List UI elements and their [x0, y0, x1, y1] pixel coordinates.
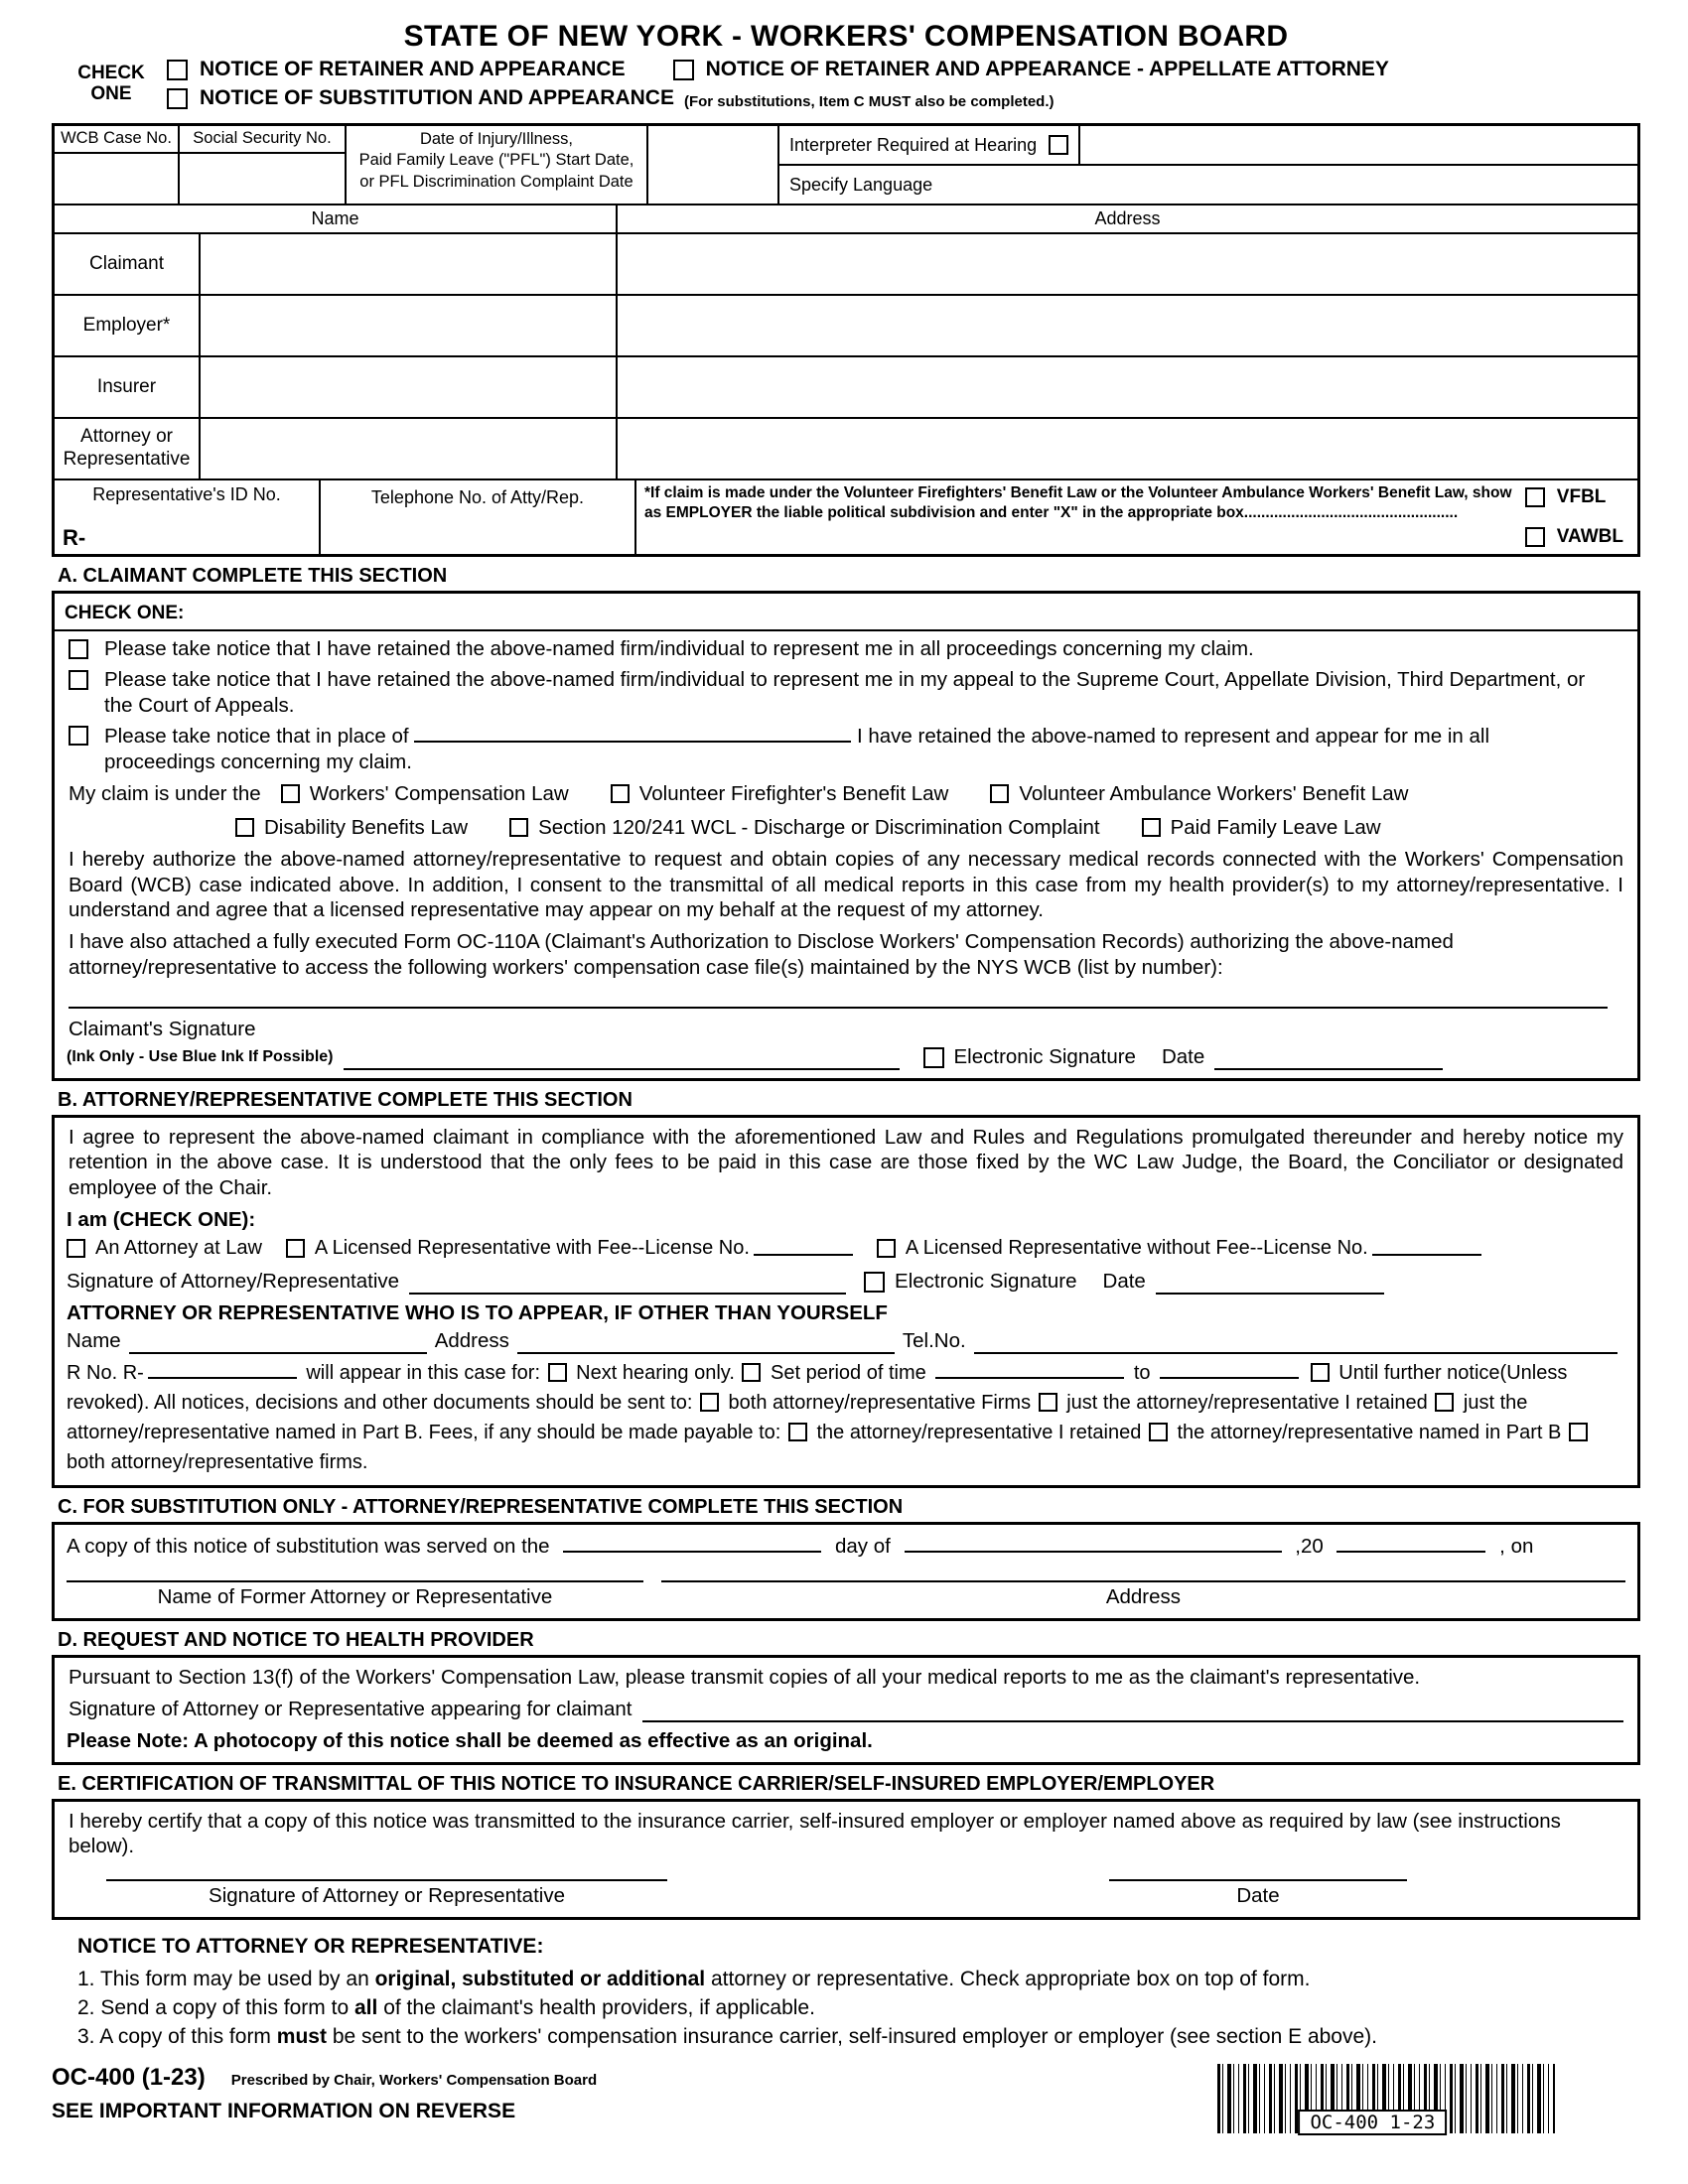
e-columns [67, 1879, 1625, 1909]
fees-both-checkbox[interactable] [1569, 1423, 1588, 1441]
c-day-of-label: day of [835, 1534, 891, 1558]
period-to-blank[interactable] [1160, 1363, 1299, 1379]
claimant-label: Claimant [55, 234, 201, 294]
insurer-row [55, 357, 1637, 419]
vawbl-row [1525, 526, 1623, 548]
c-columns [67, 1580, 1625, 1610]
with-fee-license-blank[interactable] [754, 1240, 853, 1256]
appellate-label: NOTICE OF RETAINER AND APPEARANCE - APPELLATE ATTORNEY [705, 58, 1389, 80]
notice-item-1-pre: 1. This form may be used by an [77, 1967, 369, 1990]
injury-date-line3: or PFL Discrimination Complaint Date [359, 172, 633, 191]
claimant-name-input[interactable] [201, 234, 618, 294]
wcb-case-cell [55, 126, 180, 204]
name-header: Name [55, 205, 618, 232]
law-120-checkbox[interactable] [509, 818, 528, 837]
claim-under-row-1 [69, 781, 1625, 807]
claimant-address-input[interactable] [618, 234, 1637, 294]
sent-part-b-label: just the attorney/representative named in Part B. [67, 1391, 1528, 1443]
notice-block [77, 1932, 1640, 2052]
employer-note: *If claim is made under the Volunteer Firefighters' Benefit Law or the Volunteer Ambulance Workers' Benefit Law, show as EMPLOYER the liable political subdivision and enter "X" in the appropriate box.................................................. [644, 484, 1512, 522]
e-date-label: Date [1236, 1884, 1280, 1908]
e-signature-label: Signature of Attorney or Representative [209, 1884, 565, 1908]
b-address-label: Address [434, 1328, 509, 1352]
law-wc-checkbox[interactable] [281, 784, 300, 803]
law-va-item [990, 781, 1408, 807]
a-option-2 [69, 667, 1625, 719]
attorney-label: Attorney or Representative [55, 419, 201, 478]
vfbl-vawbl-block [1521, 480, 1637, 554]
law-db-checkbox[interactable] [235, 818, 254, 837]
law-pfl-item [1142, 815, 1381, 841]
attorney-name-input[interactable] [201, 419, 618, 478]
check-one-options [167, 58, 1640, 115]
b-to-label: to [1133, 1361, 1151, 1384]
b-iam-label: I am (CHECK ONE): [67, 1208, 256, 1232]
case-info-table [52, 123, 1640, 557]
interpreter-input[interactable] [1080, 126, 1637, 164]
injury-date-line1: Date of Injury/Illness, [419, 130, 574, 148]
employer-address-input[interactable] [618, 296, 1637, 355]
b-type-row [67, 1236, 1625, 1261]
former-attorney-blank[interactable] [67, 1580, 643, 1582]
claimant-signature-label: Claimant's Signature [69, 1017, 256, 1040]
ssn-input[interactable] [180, 154, 345, 204]
b-signature-row [67, 1269, 1625, 1295]
barcode-text: OC-400 1-23 [1298, 2110, 1447, 2135]
b-name-blank[interactable] [129, 1338, 427, 1354]
vawbl-label: VAWBL [1556, 526, 1623, 547]
set-period-label: Set period of time [771, 1361, 926, 1384]
b-rno-blank[interactable] [148, 1363, 297, 1379]
c-year-label: ,20 [1295, 1534, 1324, 1558]
fees-both-label: both attorney/representative firms. [67, 1450, 368, 1473]
sent-both-checkbox[interactable] [700, 1393, 719, 1412]
c-address-label: Address [1105, 1585, 1182, 1609]
a-electronic-signature-label: Electronic Signature [953, 1044, 1136, 1068]
attorney-address-input[interactable] [618, 419, 1637, 478]
ssn-cell [180, 126, 347, 204]
attorney-at-law-item [67, 1236, 262, 1261]
rep-without-fee-checkbox[interactable] [877, 1239, 896, 1258]
section-a-box [52, 591, 1640, 1081]
notice-header: NOTICE TO ATTORNEY OR REPRESENTATIVE: [77, 1935, 544, 1959]
a-check-one-label: CHECK ONE: [55, 599, 1637, 631]
c-address-blank[interactable] [661, 1580, 1625, 1582]
rep-with-fee-item [286, 1236, 853, 1261]
claimant-signature-row [67, 1044, 1625, 1070]
section-e-box [52, 1799, 1640, 1920]
section-d-box [52, 1655, 1640, 1764]
law-pfl-label: Paid Family Leave Law [1170, 815, 1381, 839]
notice-item-2-post: of the claimant's health providers, if applicable. [383, 1995, 815, 2019]
case-files-line [69, 1007, 1623, 1009]
specify-language-label: Specify Language [789, 174, 933, 195]
case-info-band [55, 126, 1637, 205]
fees-part-b-label: the attorney/representative named in Part B [1177, 1421, 1562, 1443]
oc110a-paragraph: I have also attached a fully executed Form OC-110A (Claimant's Authorization to Disclose Workers' Compensation Records) authorizing the above-named attorney/representative to access the following workers' compensation case file(s) maintained by the NYS WCB (list by number): [69, 930, 1454, 980]
footer [52, 2064, 1640, 2133]
b-name-address-tel-row [67, 1328, 1625, 1354]
sent-part-b-checkbox[interactable] [1435, 1393, 1454, 1412]
law-vf-item [611, 781, 949, 807]
e-signature-column [106, 1879, 667, 1909]
attorney-at-law-label: An Attorney at Law [95, 1236, 262, 1259]
a-option3-blank[interactable] [414, 723, 851, 743]
c-former-column [67, 1580, 643, 1610]
sent-both-label: both attorney/representative Firms [728, 1391, 1032, 1414]
c-month-blank[interactable] [905, 1537, 1282, 1553]
b-signature-label: Signature of Attorney/Representative [67, 1270, 400, 1294]
sent-retained-label: just the attorney/representative I retained [1066, 1391, 1428, 1414]
employer-name-input[interactable] [201, 296, 618, 355]
law-wc-label: Workers' Compensation Law [309, 782, 569, 806]
notice-item-1 [77, 1965, 1640, 1993]
vawbl-checkbox[interactable] [1525, 527, 1545, 547]
insurer-label: Insurer [55, 357, 201, 417]
d-signature-row [69, 1697, 1623, 1722]
until-notice-checkbox[interactable] [1311, 1363, 1330, 1382]
notice-item-3-bold: must [276, 2025, 327, 2049]
notice-item-3-post: be sent to the workers' compensation insurance carrier, self-insured employer or employer (see section E above). [332, 2025, 1377, 2049]
rep-without-fee-item [877, 1236, 1481, 1261]
d-pursuant-paragraph: Pursuant to Section 13(f) of the Workers' Compensation Law, please transmit copies of all your medical reports to me as the claimant's representative. [69, 1666, 1421, 1690]
law-va-checkbox[interactable] [990, 784, 1009, 803]
ink-note: (Ink Only - Use Blue Ink If Possible) [67, 1048, 334, 1066]
a-date-label: Date [1161, 1044, 1205, 1068]
injury-date-cell [347, 126, 648, 204]
notice-item-3 [77, 2022, 1640, 2051]
employer-label: Employer* [55, 296, 201, 355]
retainer-label: NOTICE OF RETAINER AND APPEARANCE [200, 58, 626, 80]
b-appear-for-label: will appear in this case for: [306, 1361, 541, 1384]
vfbl-row [1525, 486, 1623, 508]
section-c-header: C. FOR SUBSTITUTION ONLY - ATTORNEY/REPRESENTATIVE COMPLETE THIS SECTION [58, 1495, 904, 1518]
wcb-case-label: WCB Case No. [55, 126, 178, 154]
fees-retained-checkbox[interactable] [788, 1423, 807, 1441]
a-option3-pre: Please take notice that in place of [104, 725, 409, 749]
e-date-column [1109, 1879, 1407, 1909]
a-option3-label [104, 723, 1594, 775]
form-title: STATE OF NEW YORK - WORKERS' COMPENSATION BOARD [403, 20, 1289, 53]
language-row [779, 166, 1637, 204]
without-fee-license-blank[interactable] [1372, 1240, 1481, 1256]
a-date-blank[interactable] [1214, 1054, 1443, 1070]
section-c-box [52, 1522, 1640, 1622]
insurer-address-input[interactable] [618, 357, 1637, 417]
barcode [1217, 2064, 1555, 2133]
claim-under-label: My claim is under the [69, 782, 261, 806]
attorney-row [55, 419, 1637, 480]
substitution-checkbox[interactable] [167, 88, 188, 109]
b-address-blank[interactable] [517, 1338, 895, 1354]
e-date-blank[interactable] [1109, 1879, 1407, 1881]
d-signature-label: Signature of Attorney or Representative appearing for claimant [69, 1698, 633, 1720]
see-reverse: SEE IMPORTANT INFORMATION ON REVERSE [52, 2099, 516, 2122]
check-one-row-2 [167, 86, 1640, 110]
claimant-row [55, 234, 1637, 296]
next-hearing-checkbox[interactable] [548, 1363, 567, 1382]
law-va-label: Volunteer Ambulance Workers' Benefit Law [1019, 782, 1409, 806]
phone-label: Telephone No. of Atty/Rep. [370, 487, 585, 507]
c-on-label: , on [1499, 1534, 1534, 1558]
claim-under-block [69, 781, 1625, 841]
law-pfl-checkbox[interactable] [1142, 818, 1161, 837]
period-from-blank[interactable] [935, 1363, 1124, 1379]
fees-part-b-checkbox[interactable] [1149, 1423, 1168, 1441]
vfbl-label: VFBL [1556, 486, 1607, 507]
c-year-blank[interactable] [1336, 1537, 1485, 1553]
form-number: OC-400 (1-23) [52, 2063, 206, 2091]
notice-item-1-bold: original, substituted or additional [374, 1967, 706, 1990]
section-e-header: E. CERTIFICATION OF TRANSMITTAL OF THIS NOTICE TO INSURANCE CARRIER/SELF-INSURED EMPLOYER/EMPLOYER [58, 1772, 1215, 1795]
injury-date-line2: Paid Family Leave ("PFL") Start Date, [358, 151, 634, 170]
b-other-header: ATTORNEY OR REPRESENTATIVE WHO IS TO APPEAR, IF OTHER THAN YOURSELF [67, 1300, 888, 1324]
interpreter-block [779, 126, 1637, 204]
rep-id-label: Representative's ID No. [92, 484, 281, 504]
claimant-signature-blank[interactable] [344, 1054, 900, 1070]
b-rno-label: R No. [67, 1361, 118, 1384]
c-served-text: A copy of this notice of substitution was served on the [67, 1534, 550, 1558]
claim-under-row-2 [235, 815, 1625, 841]
b-agree-paragraph: I agree to represent the above-named claimant in compliance with the aforementioned Law and Rules and Regulations promulgated thereunder and hereby notice my retention in the above case. It is understood that the only fees to be paid in this case are those fixed by the WC Law Judge, the Board, the Conciliator or designated employee of the Chair. [69, 1125, 1623, 1200]
appellate-checkbox[interactable] [673, 60, 694, 80]
b-name-label: Name [67, 1328, 121, 1352]
b-appearance-terms [67, 1358, 1625, 1477]
rep-with-fee-label: A Licensed Representative with Fee--License No. [314, 1236, 750, 1259]
employer-row [55, 296, 1637, 357]
phone-cell[interactable] [321, 480, 636, 554]
d-signature-blank[interactable] [642, 1706, 1624, 1722]
former-attorney-label: Name of Former Attorney or Representative [157, 1585, 553, 1609]
sent-retained-checkbox[interactable] [1039, 1393, 1057, 1412]
a-option-3 [69, 723, 1625, 775]
notice-item-3-pre: 3. A copy of this form [77, 2025, 271, 2049]
interpreter-label-cell [779, 126, 1080, 164]
b-tel-label: Tel.No. [902, 1328, 966, 1352]
section-b-box [52, 1115, 1640, 1488]
a-option3-post: I have retained the above-named to represent and appear for me in all proceedings concerning my claim. [104, 725, 1490, 774]
law-db-label: Disability Benefits Law [264, 815, 469, 839]
b-rno-prefix: R- [122, 1361, 144, 1384]
wcb-case-input[interactable] [55, 154, 178, 204]
law-vf-checkbox[interactable] [611, 784, 630, 803]
specify-language-input[interactable] [932, 166, 1627, 204]
fees-retained-label: the attorney/representative I retained [816, 1421, 1142, 1443]
injury-date-input[interactable] [648, 126, 779, 204]
rep-with-fee-checkbox[interactable] [286, 1239, 305, 1258]
footer-line-1 [52, 2064, 597, 2092]
a-option3-checkbox[interactable] [69, 726, 88, 746]
law-wc-item [281, 781, 569, 807]
a-option1-checkbox[interactable] [69, 639, 88, 659]
d-photocopy-note: Please Note: A photocopy of this notice shall be deemed as effective as an original. [67, 1728, 873, 1752]
notice-item-2-bold: all [354, 1995, 378, 2019]
a-option2-checkbox[interactable] [69, 670, 88, 690]
vfbl-checkbox[interactable] [1525, 487, 1545, 507]
representative-band [55, 480, 1637, 554]
a-option-1 [69, 636, 1625, 662]
c-served-line [67, 1534, 1625, 1560]
check-one-row-1 [167, 58, 1640, 81]
name-address-header-row [55, 205, 1637, 234]
interpreter-checkbox[interactable] [1049, 135, 1068, 155]
law-db-item [235, 815, 468, 841]
substitution-label: NOTICE OF SUBSTITUTION AND APPEARANCE [200, 86, 674, 109]
until-notice-label: Until further notice(Unless revoked). [67, 1361, 1568, 1414]
check-one-label: CHECK ONE [77, 63, 145, 105]
footer-left [52, 2064, 597, 2123]
vfbl-note-cell [636, 480, 1637, 554]
a-option2-label: Please take notice that I have retained the above-named firm/individual to represent me in my appeal to the Supreme Court, Appellate Division, Third Department, or the Court of Appeals. [104, 667, 1586, 717]
section-a-header: A. CLAIMANT COMPLETE THIS SECTION [58, 565, 448, 587]
a-option1-label: Please take notice that I have retained the above-named firm/individual to represent me in all proceedings concerning my claim. [104, 636, 1254, 660]
notice-item-1-post: attorney or representative. Check appropriate box on top of form. [710, 1967, 1311, 1990]
b-signature-blank[interactable] [409, 1279, 846, 1295]
law-120-label: Section 120/241 WCL - Discharge or Discrimination Complaint [538, 815, 1100, 839]
section-b-header: B. ATTORNEY/REPRESENTATIVE COMPLETE THIS SECTION [58, 1088, 633, 1111]
attorney-at-law-checkbox[interactable] [67, 1239, 85, 1258]
retainer-checkbox[interactable] [167, 60, 188, 80]
set-period-checkbox[interactable] [742, 1363, 761, 1382]
b-date-blank[interactable] [1156, 1279, 1384, 1295]
b-electronic-signature-label: Electronic Signature [895, 1270, 1077, 1294]
e-certify-paragraph: I hereby certify that a copy of this notice was transmitted to the insurance carrier, self-insured employer or employer named above as required by law (see instructions below). [69, 1809, 1561, 1858]
interpreter-row [779, 126, 1637, 166]
section-d-header: D. REQUEST AND NOTICE TO HEALTH PROVIDER [58, 1629, 534, 1652]
b-electronic-signature-checkbox[interactable] [864, 1272, 885, 1293]
insurer-name-input[interactable] [201, 357, 618, 417]
a-electronic-signature-checkbox[interactable] [923, 1047, 944, 1068]
b-date-label: Date [1102, 1270, 1146, 1294]
check-one-block [66, 58, 1640, 115]
ssn-label: Social Security No. [180, 126, 345, 154]
e-signature-blank[interactable] [106, 1879, 667, 1881]
b-tel-blank[interactable] [974, 1338, 1618, 1354]
rep-id-prefix: R- [63, 525, 86, 550]
law-vf-label: Volunteer Firefighter's Benefit Law [638, 782, 949, 806]
b-sent-to-label: All notices, decisions and other documents should be sent to: [153, 1391, 693, 1414]
c-served-blank[interactable] [563, 1537, 821, 1553]
rep-id-cell[interactable] [55, 480, 321, 554]
address-header: Address [1094, 208, 1161, 228]
rep-without-fee-label: A Licensed Representative without Fee--License No. [905, 1236, 1368, 1259]
b-fees-label: Fees, if any should be made payable to: [428, 1421, 781, 1443]
notice-item-2 [77, 1993, 1640, 2022]
law-120-item [509, 815, 1100, 841]
authorization-paragraph: I hereby authorize the above-named attorney/representative to request and obtain copies of any necessary medical records connected with the Workers' Compensation Board (WCB) case indicated above. In addition, I consent to the transmittal of all medical reports in this case from my health provider(s) to my attorney/representative. I understand and agree that a licensed representative may appear on my behalf at the request of my attorney. [69, 847, 1623, 922]
next-hearing-label: Next hearing only. [576, 1361, 735, 1384]
case-files-blank[interactable] [69, 1007, 1608, 1009]
notice-item-2-pre: 2. Send a copy of this form to [77, 1995, 350, 2019]
interpreter-label: Interpreter Required at Hearing [789, 134, 1038, 155]
prescribed-by: Prescribed by Chair, Workers' Compensation Board [230, 2071, 598, 2089]
substitution-note: (For substitutions, Item C MUST also be completed.) [683, 92, 1055, 110]
c-address-column [661, 1580, 1625, 1610]
